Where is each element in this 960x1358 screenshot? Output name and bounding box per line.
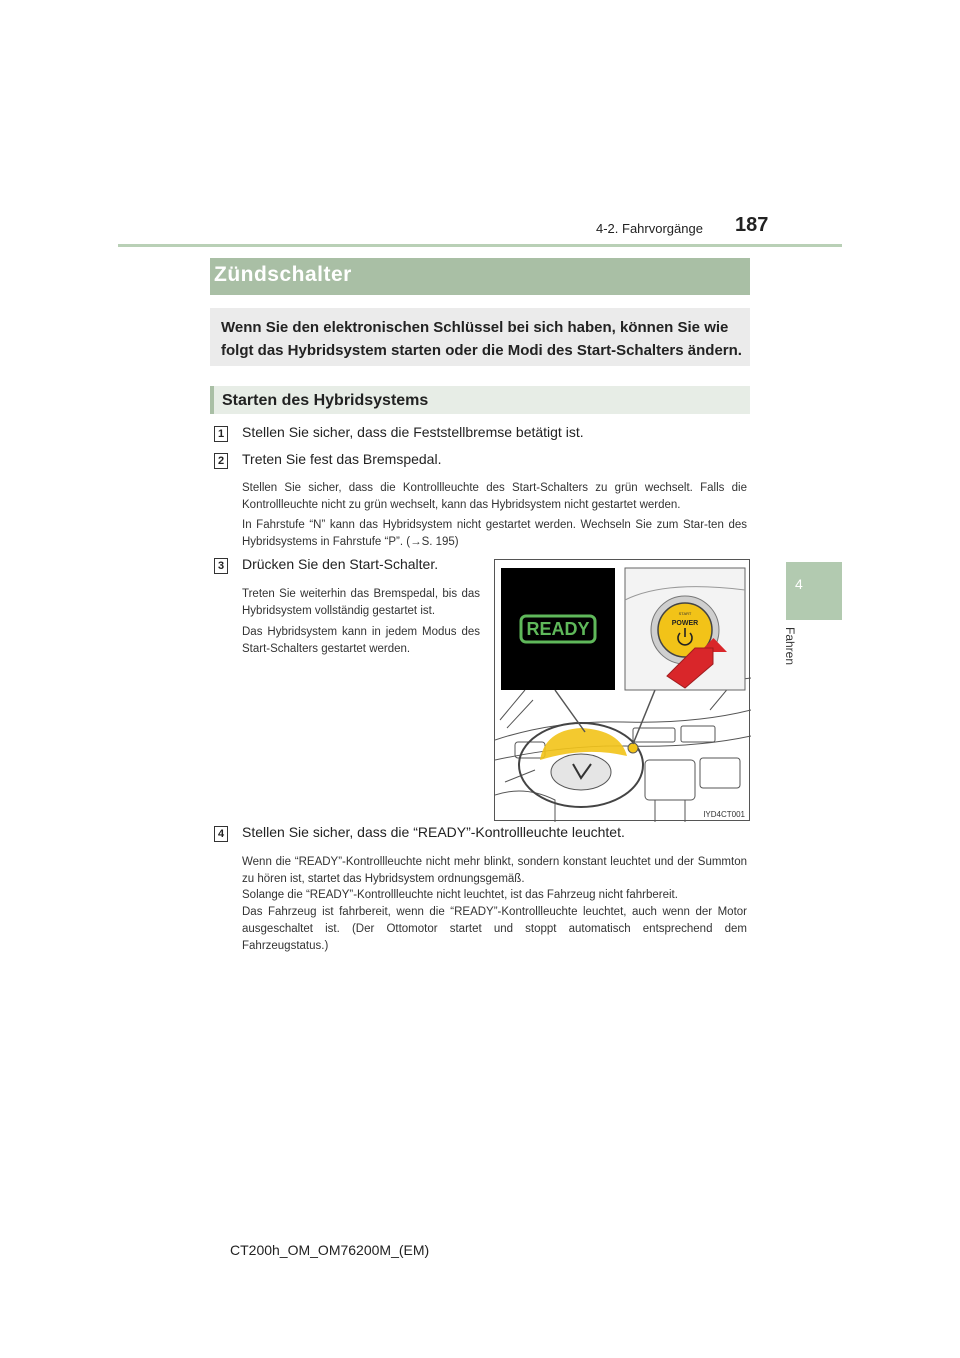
step-2-text: Treten Sie fest das Bremspedal. bbox=[242, 451, 442, 467]
step-3-note-2: Das Hybridsystem kann in jedem Modus des Start-Schalters gestartet werden. bbox=[242, 626, 480, 655]
intro-text: Wenn Sie den elektronischen Schlüssel bei sich haben, können Sie wie folgt das Hybridsystem starten oder die Modi des Start-Schalters ändern. bbox=[221, 319, 742, 359]
ready-indicator-label: READY bbox=[526, 619, 590, 639]
step-number-4: 4 bbox=[214, 826, 228, 842]
chapter-tab-number: 4 bbox=[795, 576, 803, 592]
step-4-note-3: Das Fahrzeug ist fahrbereit, wenn die “READY”-Kontrollleuchte leuchtet, auch wenn der Motor ausgeschaltet ist. (Der Ottomotor startet und stoppt automatisch entsprechend dem Fahrzeugstatus.) bbox=[242, 906, 747, 952]
step-2-note-2: In Fahrstufe “N” kann das Hybridsystem nicht gestartet werden. Wechseln Sie zum Star-ten des Hybridsystems in Fahrstufe “P”. (→S. 195) bbox=[242, 519, 747, 548]
step-number-3: 3 bbox=[214, 558, 228, 574]
step-3-text: Drücken Sie den Start-Schalter. bbox=[242, 556, 439, 572]
chapter-tab-label: Fahren bbox=[783, 627, 797, 666]
step-1-text: Stellen Sie sicher, dass die Feststellbremse betätigt ist. bbox=[242, 424, 584, 440]
step-4-note-2: Solange die “READY”-Kontrollleuchte nicht leuchtet, ist das Fahrzeug nicht fahrbereit. bbox=[242, 889, 678, 901]
step-4-text: Stellen Sie sicher, dass die “READY”-Kontrollleuchte leuchtet. bbox=[242, 824, 625, 840]
power-label: POWER bbox=[671, 620, 699, 627]
switch-location-marker bbox=[628, 743, 638, 753]
callout-line-switch bbox=[633, 690, 655, 744]
subsection-title: Starten des Hybridsystems bbox=[222, 392, 429, 409]
header-rule bbox=[118, 244, 842, 247]
step-number-1: 1 bbox=[214, 426, 228, 442]
step-number-2: 2 bbox=[214, 453, 228, 469]
start-switch-illustration bbox=[494, 559, 750, 821]
chapter-label: 4-2. Fahrvorgänge bbox=[596, 221, 703, 236]
start-stop-label: START bbox=[678, 611, 692, 616]
step-4-note-1: Wenn die “READY”-Kontrollleuchte nicht mehr blinkt, sondern konstant leuchtet und der Summton zu hören ist, startet das Hybridsystem ordnungsgemäß. bbox=[242, 856, 747, 885]
section-title: Zündschalter bbox=[214, 263, 352, 286]
page-number: 187 bbox=[735, 214, 769, 236]
step-2-note-1: Stellen Sie sicher, dass die Kontrollleuchte des Start-Schalters zu grün wechselt. Falls die Kontrollleuchte nicht zu grün wechselt, kann das Hybridsystem nicht gestartet werden. bbox=[242, 482, 747, 511]
figure-code: IYD4CT001 bbox=[703, 810, 745, 819]
document-code-footer: CT200h_OM_OM76200M_(EM) bbox=[230, 1242, 430, 1258]
step-3-note-1: Treten Sie weiterhin das Bremspedal, bis das Hybridsystem vollständig gestartet ist. bbox=[242, 588, 480, 617]
